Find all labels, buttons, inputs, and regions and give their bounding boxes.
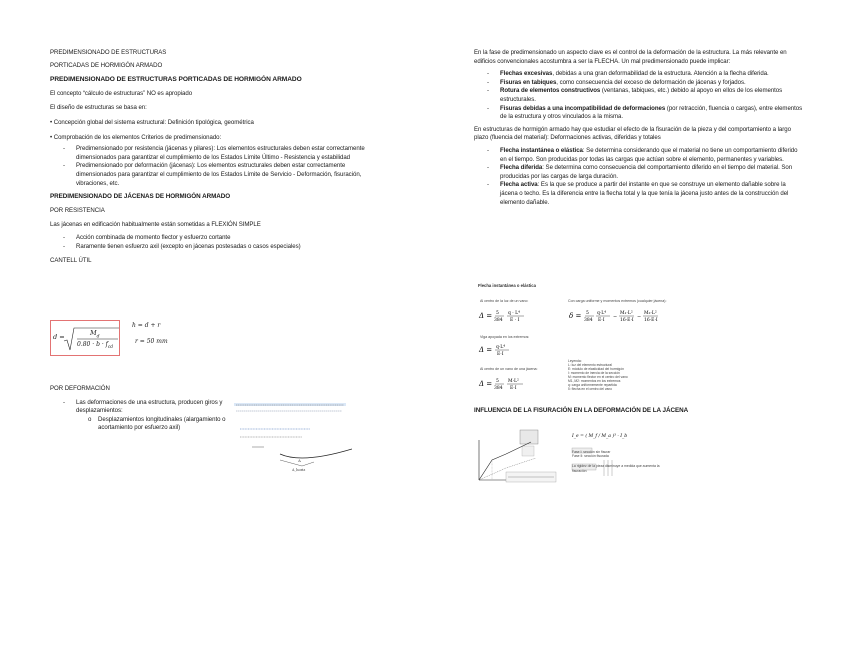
flexion-list <box>50 234 395 251</box>
figure-title: Flecha instantánea o elástica <box>478 283 536 288</box>
legend-item: M1, M2: momentos en los extremos <box>568 379 621 383</box>
section-heading: PREDIMENSIONADO DE JÁCENAS DE HORMIGÓN ARMADO <box>50 193 231 201</box>
svg-text:384: 384 <box>494 318 503 323</box>
list-item-bold: Fisuras en tabiques <box>500 78 557 86</box>
formula-sub: d <box>96 334 100 340</box>
subsection-label: POR DEFORMACIÓN <box>50 385 110 392</box>
svg-text:5: 5 <box>496 311 499 316</box>
formula-text: h = d + r <box>132 322 161 329</box>
svg-text:Δ =: Δ = <box>479 346 493 354</box>
svg-text:−: − <box>637 314 642 320</box>
deformation-figure <box>232 402 352 474</box>
svg-text:q·L⁴: q·L⁴ <box>597 311 607 316</box>
list-item <box>500 181 804 207</box>
list-item <box>500 79 804 88</box>
flecha-figure <box>476 283 806 395</box>
svg-text:E·I: E·I <box>497 352 504 357</box>
formula-r <box>135 338 168 345</box>
list-item-text: : Se determina como consecuencia del comportamiento diferido en el tiempo del material. Son producidas por las cargas de larga duración. <box>500 164 793 180</box>
list-item: - Predimensionado por resistencia (jácenas y pilares): Los elementos estructurales deben estar correctamente dimensionados para garantizar el cumplimiento de los Estados Límite Último - Resistencia y estabilidad <box>76 145 376 162</box>
list-item-bold: Flechas excesivas <box>500 70 553 78</box>
paragraph: El diseño de estructuras se basa en: <box>50 104 147 112</box>
formula-sub: cd <box>107 345 114 351</box>
deformation-section <box>50 385 230 437</box>
svg-text:q · L⁴: q · L⁴ <box>508 311 520 316</box>
figure-label: Viga apoyada en los extremos: <box>480 335 530 339</box>
formula-delta-2 <box>568 305 688 325</box>
svg-text:M·L²: M·L² <box>508 379 519 384</box>
list-item-bold: Flecha diferida <box>500 164 543 172</box>
list-item: - Predimensionado por deformación (jácenas): Los elementos estructurales deben estar correctamente dimensionados para garantizar el cumplimiento de los Estados Límite de Servicio - Deformación, fisuración, vibraciones, etc. <box>76 162 376 188</box>
svg-text:δ =: δ = <box>569 312 582 320</box>
svg-text:E·I: E·I <box>510 386 517 391</box>
deformation-list <box>50 399 230 416</box>
formula-h <box>132 322 160 329</box>
list-item-bold: Rotura de elementos constructivos <box>500 87 601 95</box>
formula-denominator <box>77 341 113 350</box>
figure-note: Fase II: sección fisurada <box>572 454 609 459</box>
list-item <box>500 164 804 181</box>
svg-text:I_e = ( M_f / M_a )³ · I_b: I_e = ( M_f / M_a )³ · I_b <box>572 434 628 439</box>
legend-item: δ: flecha en el centro del vano <box>568 387 612 391</box>
formula-delta-3 <box>478 341 538 357</box>
legend-item: q: carga uniformemente repartida <box>568 383 617 387</box>
list-item: o Desplazamientos longitudinales (alargamiento o acortamiento por esfuerzo axil) <box>98 416 230 433</box>
svg-text:16·E·I: 16·E·I <box>620 318 634 323</box>
svg-text:Δ =: Δ = <box>479 380 493 388</box>
paragraph: En estructuras de hormigón armado hay que estudiar el efecto de la fisuración de la pieza y del comportamiento a largo plazo (fluencia del material): Deformaciones activas, diferidas y totales <box>474 125 791 142</box>
svg-text:384: 384 <box>494 386 503 391</box>
formula-text: = 50 mm <box>139 338 168 345</box>
legend-item: E: módulo de elasticidad del hormigón <box>568 367 624 371</box>
svg-text:Δ_horiz: Δ_horiz <box>292 468 306 472</box>
legend-block <box>568 359 708 391</box>
list-item <box>500 147 804 164</box>
deformation-sublist <box>50 416 230 433</box>
section-heading: PREDIMENSIONADO DE ESTRUCTURAS PORTICADAS DE HORMIGÓN ARMADO <box>50 76 302 84</box>
figure-label: Al centro de la luz de un vano: <box>480 299 529 303</box>
formula-delta-1 <box>478 305 548 325</box>
paragraph: Las jácenas en edificación habitualmente están sometidas a FLEXIÓN SIMPLE <box>50 221 261 229</box>
right-column <box>474 49 804 207</box>
figure-note: La rigidez de la pieza disminuye a medida que aumenta la fisuración <box>572 464 660 473</box>
figure-note: Fase I: sección sin fisurar <box>572 450 611 454</box>
list-item-text: (por retracción, fluencia o cargas), entre elementos de la estructura y otros vinculados a la misma. <box>500 104 803 121</box>
list-item-text: : Es la que se produce a partir del instante en que se construye un elemento dañable sobre la jácena o techo. Es la diferencia entre la flecha total y la que tenía la jácena justo antes de la construcción del elemento dañable. <box>500 181 789 206</box>
svg-text:Δ =: Δ = <box>479 312 493 320</box>
list-item <box>500 70 804 79</box>
list-item <box>500 105 804 122</box>
formula-text: M <box>90 329 97 337</box>
legend-item: I: momento de inercia de la sección <box>568 371 620 375</box>
figure-label: Con carga uniforme y momentos extremos (cualquier jácena): <box>568 299 667 303</box>
paragraph: En la fase de predimensionado un aspecto clave es el control de la deformación de la estructura. La más relevante en edificios convencionales acostumbra a ser la FLECHA. Un mal predimensionado puede implicar: <box>474 49 787 65</box>
list-item-text: : Se determina considerando que el material no tiene un comportamiento diferido en el tiempo. Son producidas por todas las cargas que actúan sobre el elemento, permanentes y variables. <box>500 146 798 163</box>
svg-text:E · I: E · I <box>510 318 520 323</box>
legend-item: L: luz del elemento estructural <box>568 363 612 367</box>
svg-text:5: 5 <box>586 311 589 316</box>
implications-list <box>474 70 804 122</box>
section-heading: INFLUENCIA DE LA FISURACIÓN EN LA DEFORMACIÓN DE LA JÁCENA <box>474 407 689 414</box>
formula-text: r <box>135 338 138 345</box>
svg-text:E·I: E·I <box>598 318 605 323</box>
list-item-bold: Flecha activa <box>500 181 538 189</box>
doc-title-line2: PORTICADAS DE HORMIGÓN ARMADO <box>50 61 163 69</box>
list-item-bold: Flecha instantánea o elástica <box>500 146 583 154</box>
left-column <box>50 49 395 270</box>
legend-item: M: momento flector en el centro del vano <box>568 375 628 379</box>
svg-text:Δ: Δ <box>298 458 301 463</box>
figure-label: Al centro de un vano de una jácena: <box>480 367 538 371</box>
list-item-text: , debidas a una gran deformabilidad de la estructura. Atención a la flecha diferida. <box>552 70 769 78</box>
list-item <box>500 87 804 104</box>
subsection-label: CANTELL ÚTIL <box>50 257 92 265</box>
list-item-text: (ventanas, tabiques, etc.) debido al apoyo en ellos de los elementos estructurales. <box>500 87 783 103</box>
list-item: - Las deformaciones de una estructura, producen giros y desplazamientos: <box>76 399 230 416</box>
formula-delta-4 <box>478 373 538 393</box>
doc-title-line1: PREDIMENSIONADO DE ESTRUCTURAS <box>50 49 167 56</box>
list-item: - Raramente tienen esfuerzo axil (excepto en jácenas postesadas o casos especiales) <box>76 243 395 252</box>
svg-text:M₂·L²: M₂·L² <box>644 311 657 316</box>
formula-text: d = <box>53 333 65 341</box>
criteria-list <box>50 145 376 188</box>
formula-text: 0.80 · b · f <box>77 341 108 348</box>
list-item: - Acción combinada de momento flector y esfuerzo cortante <box>76 234 395 243</box>
svg-text:q·L⁴: q·L⁴ <box>496 345 506 350</box>
svg-text:16·E·I: 16·E·I <box>644 318 658 323</box>
svg-text:M₁·L²: M₁·L² <box>620 311 633 316</box>
svg-text:−: − <box>613 314 618 320</box>
fissuration-heading <box>474 407 804 421</box>
paragraph: • Comprobación de los elementos Criterios de predimensionado: <box>50 133 222 141</box>
subsection-label: POR RESISTENCIA <box>50 206 105 214</box>
list-item-text: , como consecuencia del exceso de deformación de jácenas y forjados. <box>556 78 746 86</box>
paragraph: El concepto “cálculo de estructuras” NO es apropiado <box>50 89 193 97</box>
formula-numerator <box>90 329 100 339</box>
paragraph: • Concepción global del sistema estructural: Definición tipológica, geométrica <box>50 118 254 126</box>
svg-text:5: 5 <box>496 379 499 384</box>
flechas-list <box>474 147 804 207</box>
list-item-bold: Fisuras debidas a una incompatibilidad de deformaciones <box>500 104 666 112</box>
svg-text:384: 384 <box>584 318 593 323</box>
legend-title: Leyenda: <box>568 359 582 363</box>
fissuration-notes <box>572 450 662 473</box>
